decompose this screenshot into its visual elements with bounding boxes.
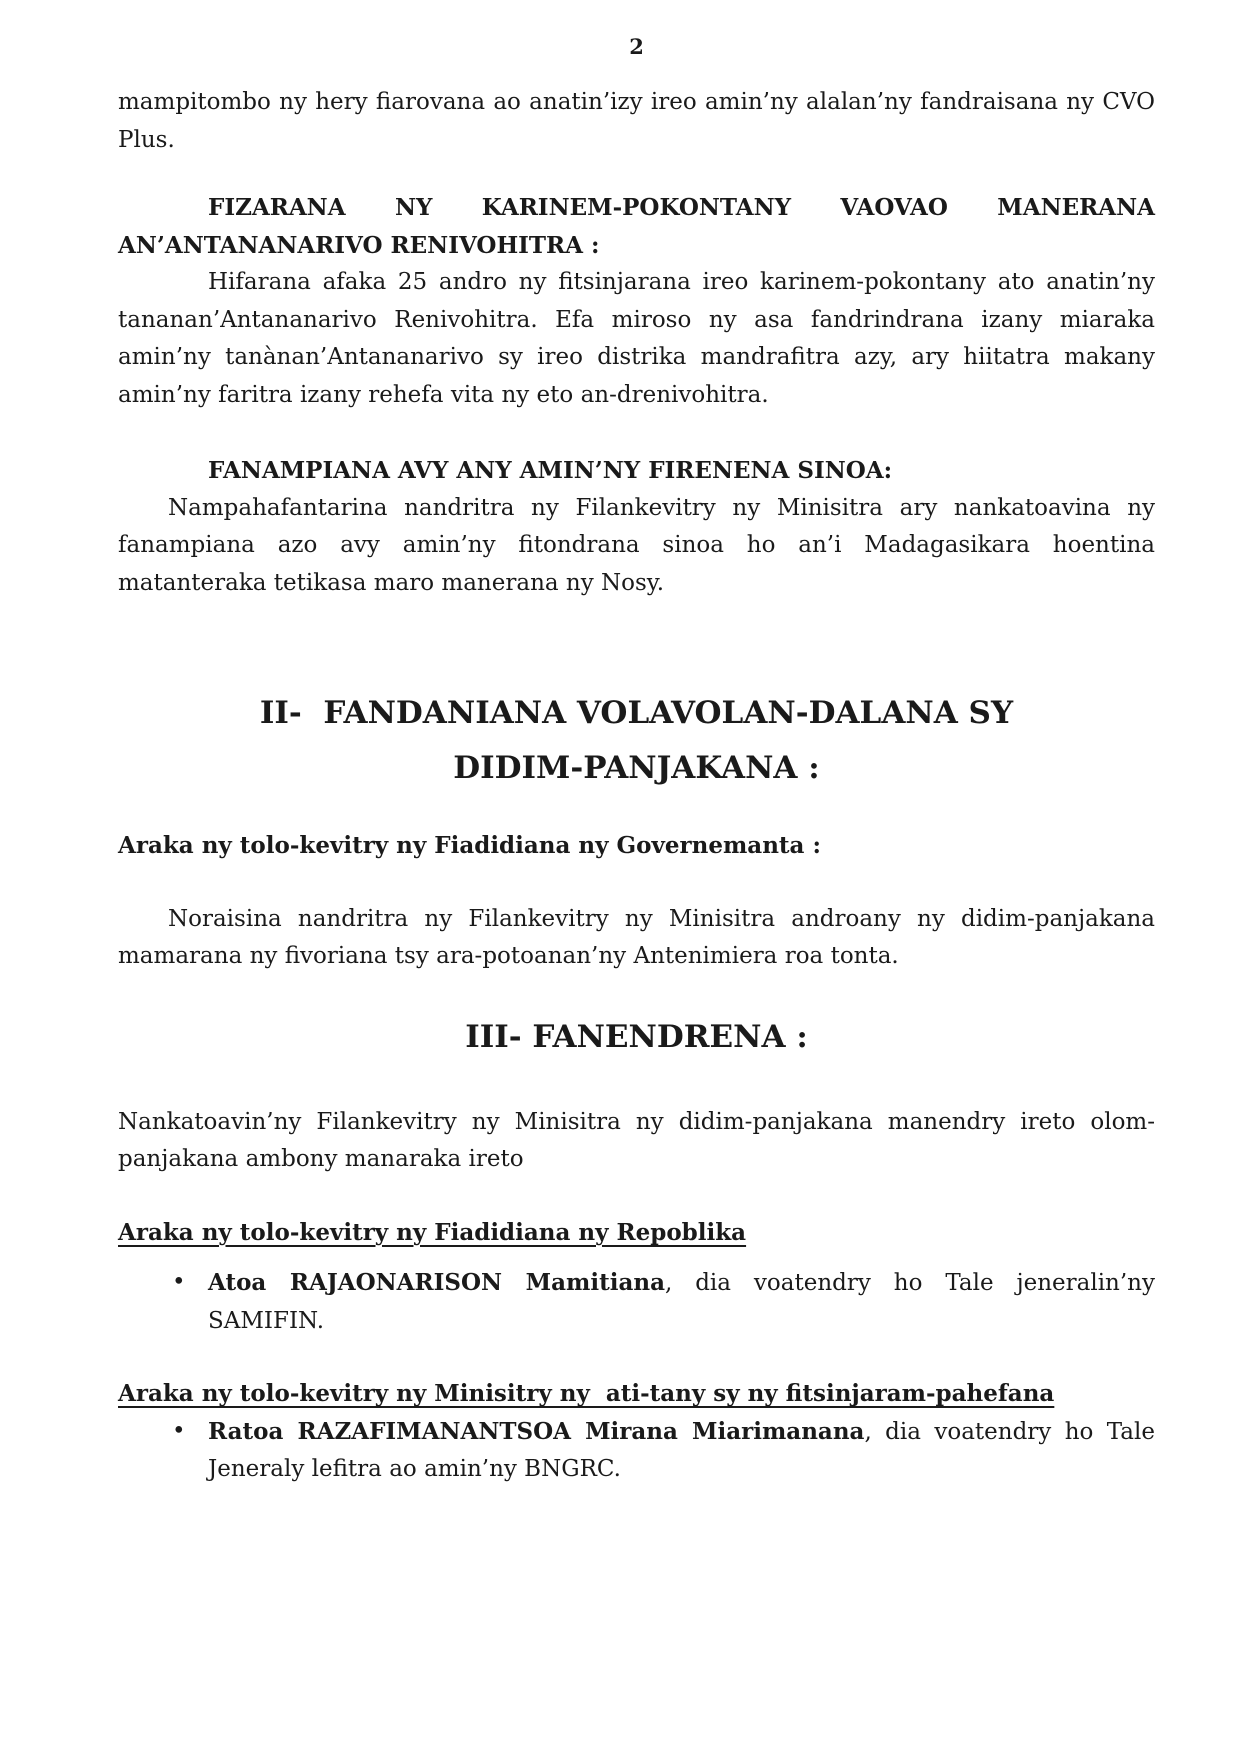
heading-fanampiana: FANAMPIANA AVY ANY AMIN’NY FIRENENA SINOA: [208,457,893,484]
subheading-governemanta: Araka ny tolo-kevitry ny Fiadidiana ny Governemanta : [118,832,821,859]
section-iii-title: III- FANENDRENA : [465,1018,808,1055]
heading-fizarana: FIZARANA NY KARINEM-POKONTANY VAOVAO MANERANA AN’ANTANANARIVO RENIVOHITRA : [118,194,1155,259]
appointee-description: , dia voatendry ho Tale jeneralin’ny SAMIFIN. [208,1270,1155,1334]
appointee-name: Ratoa RAZAFIMANANTSOA Mirana Miarimanana [208,1417,865,1445]
paragraph-noraisina: Noraisina nandritra ny Filankevitry ny Minisitra androany ny didim-panjakana mamarana ny fivoriana tsy ara-potoanan’ny Antenimiera roa tonta. [118,905,1155,969]
bullet-marker: • [172,1417,186,1444]
intro-paragraph: mampitombo ny hery fiarovana ao anatin’izy ireo amin’ny alalan’ny fandraisana ny CVO Plus. [118,89,1155,153]
paragraph-nankatoavina: Nankatoavin’ny Filankevitry ny Minisitra ny didim-panjakana manendry ireto olom-panjakana ambony manaraka ireto [118,1108,1155,1172]
section-ii-title-line2: DIDIM-PANJAKANA : [453,750,820,786]
section-ii-title-line1: II- FANDANIANA VOLAVOLAN-DALANA SY [259,695,1014,731]
page-number: 2 [629,34,644,59]
paragraph-fizarana: Hifarana afaka 25 andro ny fitsinjarana ireo karinem-pokontany ato anatin’ny tananan’Antananarivo Renivohitra. Efa miroso ny asa fandrindrana izany miaraka amin’ny tanànan’Antananarivo sy ireo distrika mandrafitra azy, ary hiitatra makany amin’ny faritra izany rehefa vita ny eto an-drenivohitra. [118,269,1155,408]
paragraph-fanampiana: Nampahafantarina nandritra ny Filankevitry ny Minisitra ary nankatoavina ny fanampiana azo avy amin’ny fitondrana sinoa ho an’i Madagasikara hoentina matanteraka tetikasa maro manerana ny Nosy. [118,494,1155,596]
list-item-rajaonarison [118,1264,1155,1340]
appointee-name: Atoa RAJAONARISON Mamitiana [208,1269,665,1296]
subheading-repoblika: Araka ny tolo-kevitry ny Fiadidiana ny Repoblika [118,1218,747,1246]
list-item-razafimanantsoa [118,1413,1155,1489]
appointee-description: , dia voatendry ho Tale Jeneraly lefitra ao amin’ny BNGRC. [208,1418,1155,1482]
section-ii-title [118,686,1155,796]
bullet-marker: • [172,1269,186,1295]
subheading-minisitry: Araka ny tolo-kevitry ny Minisitry ny ati-tany sy ny fitsinjaram-pahefana [118,1380,1055,1407]
